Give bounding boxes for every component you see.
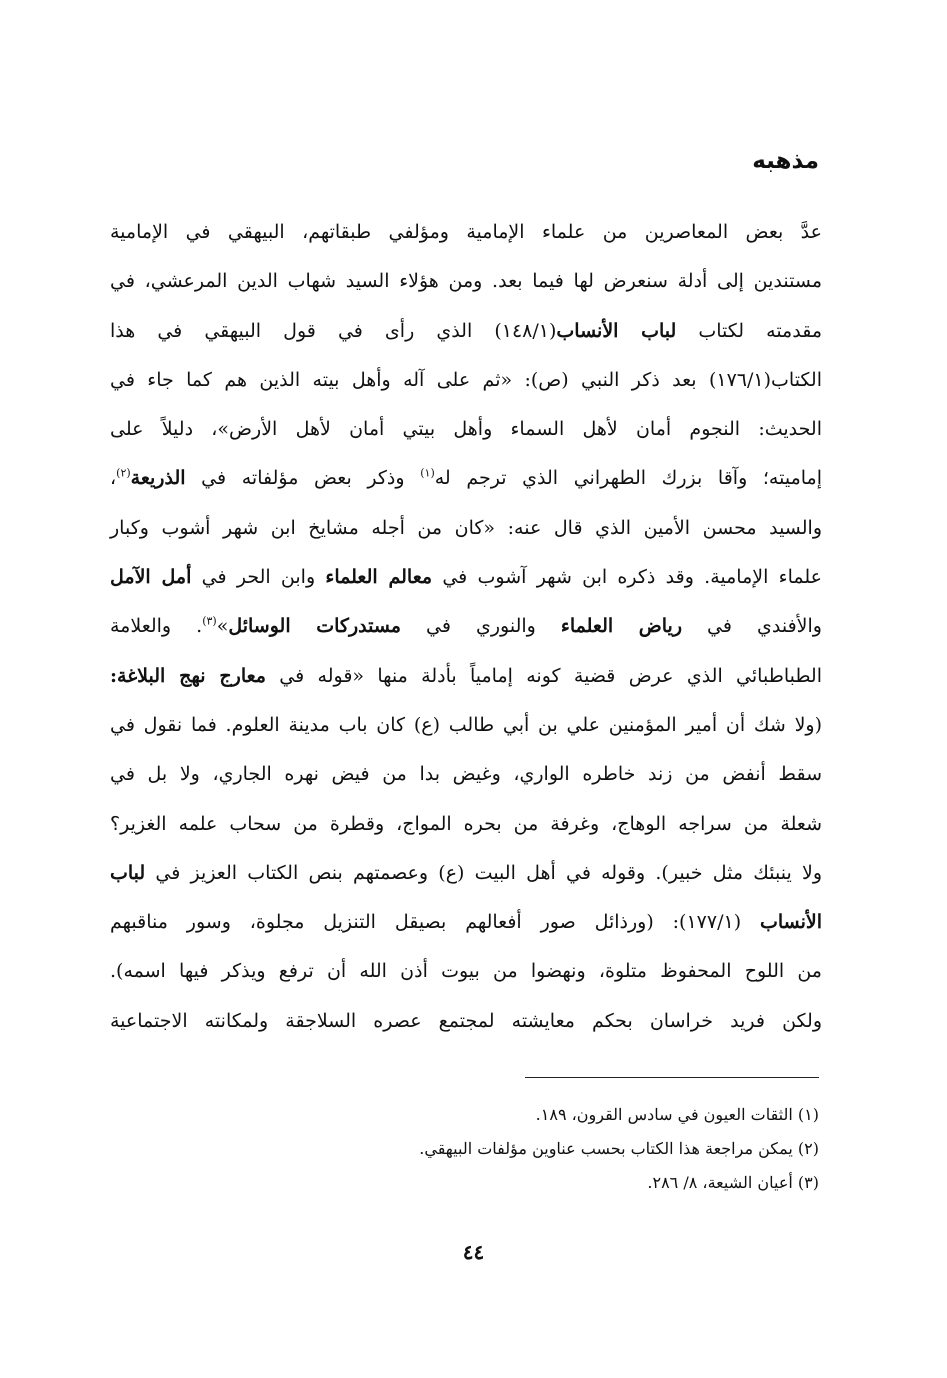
body-line bbox=[110, 257, 822, 306]
book-title: أمل الآمل bbox=[110, 566, 192, 589]
text-run: من اللوح المحفوظ متلوة، ونهضوا من بيوت أذن الله أن ترفع ويذكر فيها اسمه). bbox=[110, 960, 822, 983]
body-line bbox=[110, 553, 822, 602]
page-number: ٤٤ bbox=[462, 1240, 485, 1264]
text-run: سقط أنفض من زند خاطره الواري، وغيض بدا من فيض نهره الجاري، ولا بل في bbox=[110, 763, 822, 786]
text-run: . والعلامة bbox=[110, 615, 203, 638]
body-line bbox=[110, 307, 822, 356]
text-run: والأفندي في bbox=[682, 615, 822, 638]
text-run: مقدمته لكتاب bbox=[676, 319, 823, 342]
book-title: رياض العلماء bbox=[560, 615, 682, 638]
body-line bbox=[110, 849, 822, 898]
body-line bbox=[110, 898, 822, 947]
body-line bbox=[110, 750, 822, 799]
text-run: الطباطبائي الذي عرض قضية كونه إمامياً بأدلة منها «قوله في bbox=[265, 664, 822, 687]
footnote-3: (٣) أعيان الشيعة، ٨/ ٢٨٦. bbox=[647, 1173, 819, 1192]
body-line bbox=[110, 504, 822, 553]
footnote-ref: (٣) bbox=[202, 615, 217, 629]
text-run: الحديث: النجوم أمان لأهل السماء وأهل بيتي أمان لأهل الأرض»، دليلاً على bbox=[110, 418, 822, 441]
book-title: الأنساب bbox=[759, 911, 823, 934]
book-title: لباب bbox=[110, 861, 146, 884]
body-text bbox=[110, 208, 822, 1046]
book-title: معارج نهج البلاغة: bbox=[110, 664, 266, 687]
body-line bbox=[110, 652, 822, 701]
footnote-ref: (١) bbox=[420, 467, 435, 481]
section-title: مذهبه bbox=[752, 148, 819, 174]
text-run: (١٧٧/١): (ورذائل صور أفعالهم بصيقل التنزيل مجلوة، وسور مناقبهم bbox=[110, 911, 760, 934]
book-title: الذريعة bbox=[130, 467, 186, 490]
body-line bbox=[110, 356, 822, 405]
footnote-1: (١) الثقات العيون في سادس القرون، ١٨٩. bbox=[535, 1105, 819, 1124]
body-line bbox=[110, 208, 822, 257]
text-run: علماء الإمامية. وقد ذكره ابن شهر آشوب في bbox=[432, 566, 822, 589]
footnote-separator bbox=[525, 1077, 819, 1078]
text-run: وذكر بعض مؤلفاته في bbox=[185, 467, 421, 490]
text-run: (١٤٨/١) الذي رأى في قول البيهقي في هذا bbox=[110, 319, 557, 342]
text-run: والسيد محسن الأمين الذي قال عنه: «كان من أجله مشايخ ابن شهر أشوب وكبار bbox=[110, 516, 822, 539]
footnote-2: (٢) يمكن مراجعة هذا الكتاب بحسب عناوين مؤلفات البيهقي. bbox=[419, 1139, 819, 1158]
text-run: إماميته؛ وآقا بزرك الطهراني الذي ترجم له bbox=[434, 467, 822, 490]
text-run: » bbox=[216, 615, 229, 638]
text-run: مستندين إلى أدلة سنعرض لها فيما بعد. ومن هؤلاء السيد شهاب الدين المرعشي، في bbox=[110, 270, 822, 293]
text-run: ، bbox=[110, 467, 117, 490]
book-title: مستدركات الوسائل bbox=[228, 615, 401, 638]
body-line bbox=[110, 454, 822, 503]
body-line bbox=[110, 800, 822, 849]
body-line bbox=[110, 405, 822, 454]
body-line bbox=[110, 602, 822, 651]
book-title: معالم العلماء bbox=[325, 566, 433, 589]
text-run: عدَّ بعض المعاصرين من علماء الإمامية ومؤلفي طبقاتهم، البيهقي في الإمامية bbox=[110, 221, 822, 243]
text-run: والنوري في bbox=[400, 615, 561, 638]
book-title: لباب الأنساب bbox=[556, 319, 677, 342]
text-run: الكتاب(١٧٦/١) بعد ذكر النبي (ص): «ثم على آله وأهل بيته الذين هم كما جاء في bbox=[110, 368, 822, 391]
text-run: ولا ينبئك مثل خبير). وقوله في أهل البيت (ع) وعصمتهم بنص الكتاب العزيز في bbox=[145, 861, 822, 884]
body-line bbox=[110, 947, 822, 996]
text-run: ولكن فريد خراسان بحكم معايشته لمجتمع عصره السلاجقة ولمكانته الاجتماعية bbox=[110, 1009, 822, 1032]
text-run: (ولا شك أن أمير المؤمنين علي بن أبي طالب (ع) كان باب مدينة العلوم. فما نقول في bbox=[110, 713, 822, 736]
text-run: وابن الحر في bbox=[191, 566, 326, 589]
footnotes bbox=[219, 1098, 819, 1200]
body-line bbox=[110, 997, 822, 1046]
body-line bbox=[110, 701, 822, 750]
footnote-ref: (٢) bbox=[116, 467, 131, 481]
text-run: شعلة من سراجه الوهاج، وغرفة من بحره المواج، وقطرة من سحاب علمه الغزير؟ bbox=[110, 812, 822, 835]
